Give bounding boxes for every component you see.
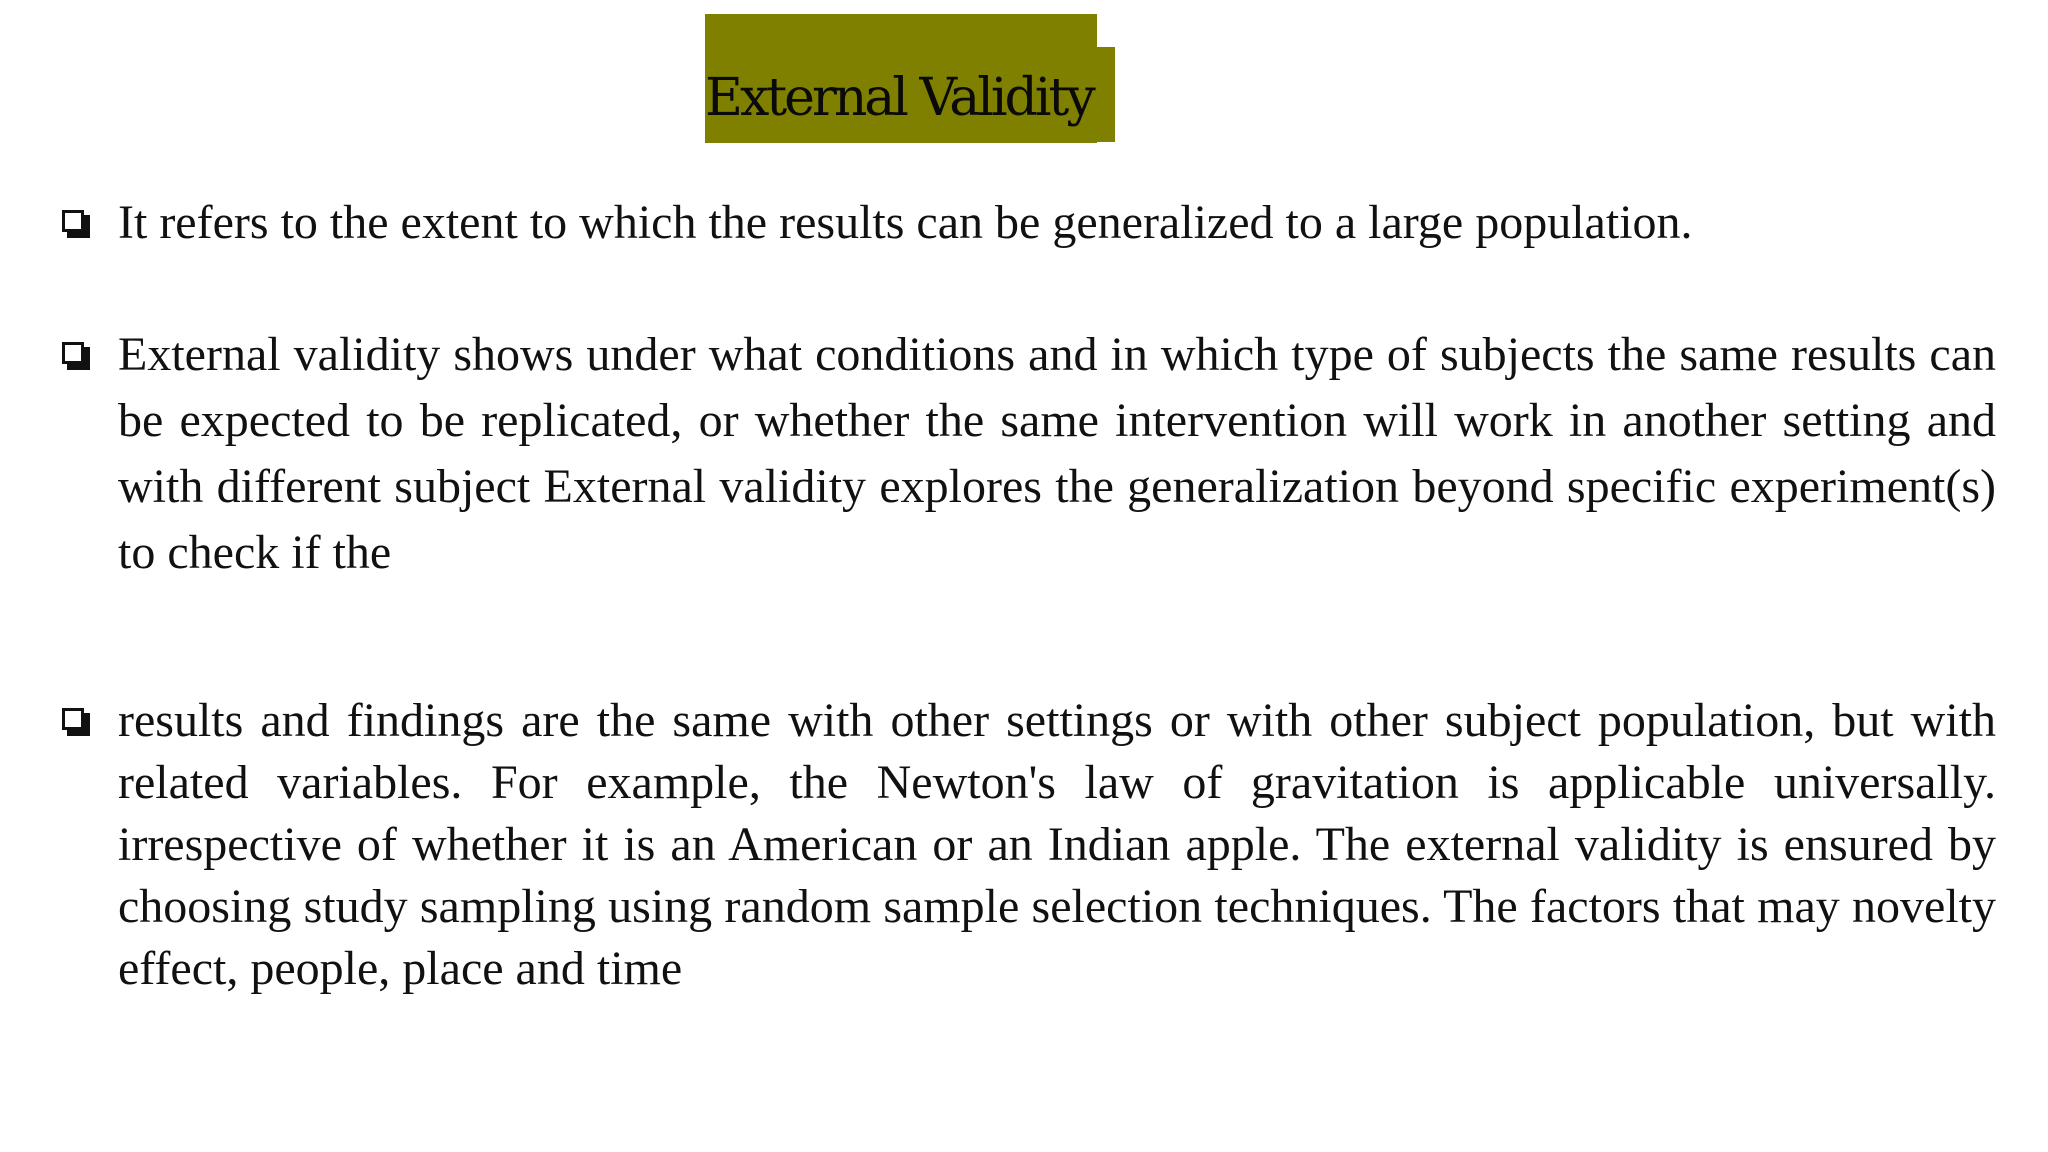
bullet-item: [62, 322, 1996, 586]
square-bullet-icon: [62, 342, 90, 370]
bullet-item: [62, 190, 1996, 256]
bullet-text: External validity shows under what conditions and in which type of subjects the same results can be expected to be replicated, or whether the same intervention will work in another setting and with different subject External validity explores the generalization beyond specific experiment(s) to check if the: [118, 328, 1996, 579]
bullet-item: [62, 690, 1996, 1000]
bullet-text: results and findings are the same with other settings or with other subject population, but with related variables. For example, the Newton's law of gravitation is applicable universally. irrespective of whether it is an American or an Indian apple. The external validity is ensured by choosing study sampling using random sample selection techniques. The factors that may novelty effect, people, place and time: [118, 694, 1996, 995]
slide-title: External Validity: [705, 68, 1093, 128]
square-bullet-icon: [62, 708, 90, 736]
bullet-text: It refers to the extent to which the results can be generalized to a large population.: [118, 196, 1693, 249]
square-bullet-icon: [62, 210, 90, 238]
